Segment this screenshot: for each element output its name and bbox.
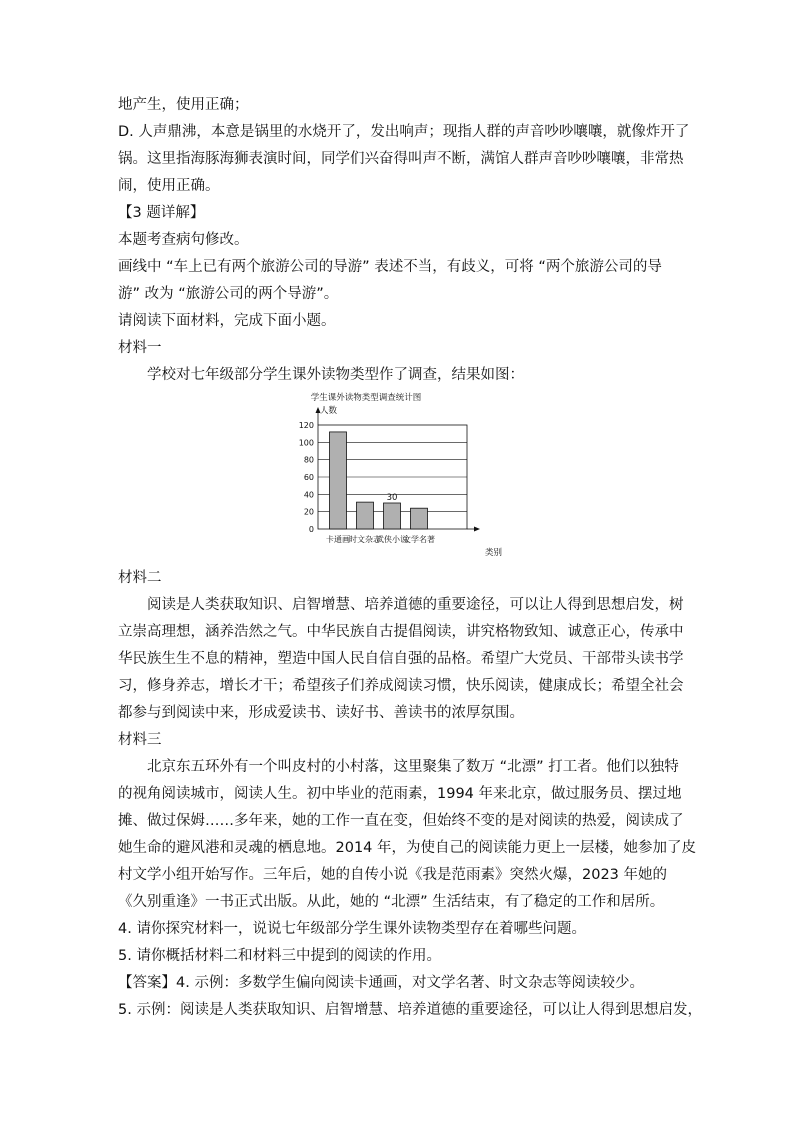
answer-5: 5. 示例：阅读是人类获取知识、启智增慧、培养道德的重要途径，可以让人得到思想启发，	[118, 1002, 702, 1018]
answers	[118, 970, 702, 1024]
text-line: 地产生，使用正确；	[118, 97, 249, 113]
data-label: 30	[386, 493, 398, 503]
material3-label: 材料三	[118, 732, 162, 748]
bar	[384, 503, 401, 529]
paragraph-line: 习，修身养志，增长才干；希望孩子们养成阅读习惯，快乐阅读，健康成长；希望全社会	[118, 678, 684, 694]
material3-section	[118, 727, 697, 916]
paragraph-line: 都参与到阅读中来，形成爱读书、读好书、善读书的浓厚氛围。	[118, 705, 524, 721]
paragraph-line: 她生命的避风港和灵魂的栖息地。2014 年，为使自己的阅读能力更上一层楼，她参加了皮	[118, 840, 697, 856]
bar	[357, 502, 374, 529]
document-body	[118, 92, 702, 1024]
question-5: 5. 请你概括材料二和材料三中提到的阅读的作用。	[118, 948, 441, 964]
bar	[330, 432, 347, 529]
questions	[118, 916, 688, 970]
x-tick-label: 文学名著	[403, 535, 435, 544]
bar-chart	[118, 391, 688, 565]
bar-chart-svg	[118, 391, 688, 565]
text-line: 本题考查病句修改。	[118, 232, 249, 248]
y-tick-label: 40	[303, 490, 314, 500]
chart-title: 学生课外读物类型调查统计图	[310, 393, 422, 403]
material1-text: 学校对七年级部分学生课外读物类型作了调查，结果如图：	[147, 367, 524, 383]
y-tick-label: 60	[303, 473, 314, 482]
paragraph-line: 阅读是人类获取知识、启智增慧、培养道德的重要途径，可以让人得到思想启发，树	[147, 597, 684, 613]
material1-label: 材料一	[118, 340, 162, 356]
text-line: 闹，使用正确。	[118, 178, 220, 194]
y-tick-label: 120	[298, 421, 314, 430]
section-heading: 【3 题详解】	[118, 205, 205, 221]
answer-4: 【答案】4. 示例：多数学生偏向阅读卡通画，对文学名著、时文杂志等阅读较少。	[118, 975, 644, 991]
y-tick-label: 20	[303, 507, 314, 517]
material2-section	[118, 565, 688, 727]
y-tick-label: 0	[308, 525, 314, 534]
text-line: 游” 改为 “旅游公司的两个导游”。	[118, 286, 339, 302]
text-line: D. 人声鼎沸，本意是锅里的水烧开了，发出响声；现指人群的声音吵吵嚷嚷，就像炸开了	[118, 124, 690, 140]
text-line: 请阅读下面材料，完成下面小题。	[118, 313, 336, 329]
top-section	[118, 92, 688, 362]
x-tick-label: 时文杂志	[349, 535, 381, 544]
material2-label: 材料二	[118, 570, 162, 586]
y-tick-label: 80	[303, 455, 314, 465]
paragraph-line: 华民族生生不息的精神，塑造中国人民自信自强的品格。希望广大党员、干部带头读书学	[118, 651, 684, 667]
text-line: 画线中 “车上已有两个旅游公司的导游” 表述不当，有歧义，可将 “两个旅游公司的导	[118, 259, 662, 275]
paragraph-line: 《久别重逢》一书正式出版。从此，她的 “北漂” 生活结束，有了稳定的工作和居所。	[118, 894, 665, 910]
x-tick-label: 卡通画	[326, 535, 350, 544]
paragraph-line: 北京东五环外有一个叫皮村的小村落，这里聚集了数万 “北漂” 打工者。他们以独特	[147, 759, 679, 775]
question-4: 4. 请你探究材料一，说说七年级部分学生课外读物类型存在着哪些问题。	[118, 921, 586, 937]
x-tick-label: 武侠小说	[376, 535, 408, 544]
y-tick-label: 100	[298, 438, 314, 448]
paragraph-line: 摊、做过保姆……多年来，她的工作一直在变，但始终不变的是对阅读的热爱，阅读成了	[118, 813, 684, 829]
x-axis-label: 类别	[485, 548, 503, 558]
paragraph-line: 立崇高理想，涵养浩然之气。中华民族自古提倡阅读，讲究格物致知、诚意正心，传承中	[118, 624, 684, 640]
bar	[411, 508, 428, 529]
x-axis-arrow-icon	[474, 527, 480, 532]
paragraph-line: 村文学小组开始写作。三年后，她的自传小说《我是范雨素》突然火爆，2023 年她的	[118, 867, 668, 883]
y-axis-label: 人数	[320, 406, 338, 416]
paragraph-line: 的视角阅读城市，阅读人生。初中毕业的范雨素，1994 年来北京，做过服务员、摆过地	[118, 786, 682, 802]
text-line: 锅。这里指海豚海狮表演时间，同学们兴奋得叫声不断，满馆人群声音吵吵嚷嚷，非常热	[118, 151, 684, 167]
